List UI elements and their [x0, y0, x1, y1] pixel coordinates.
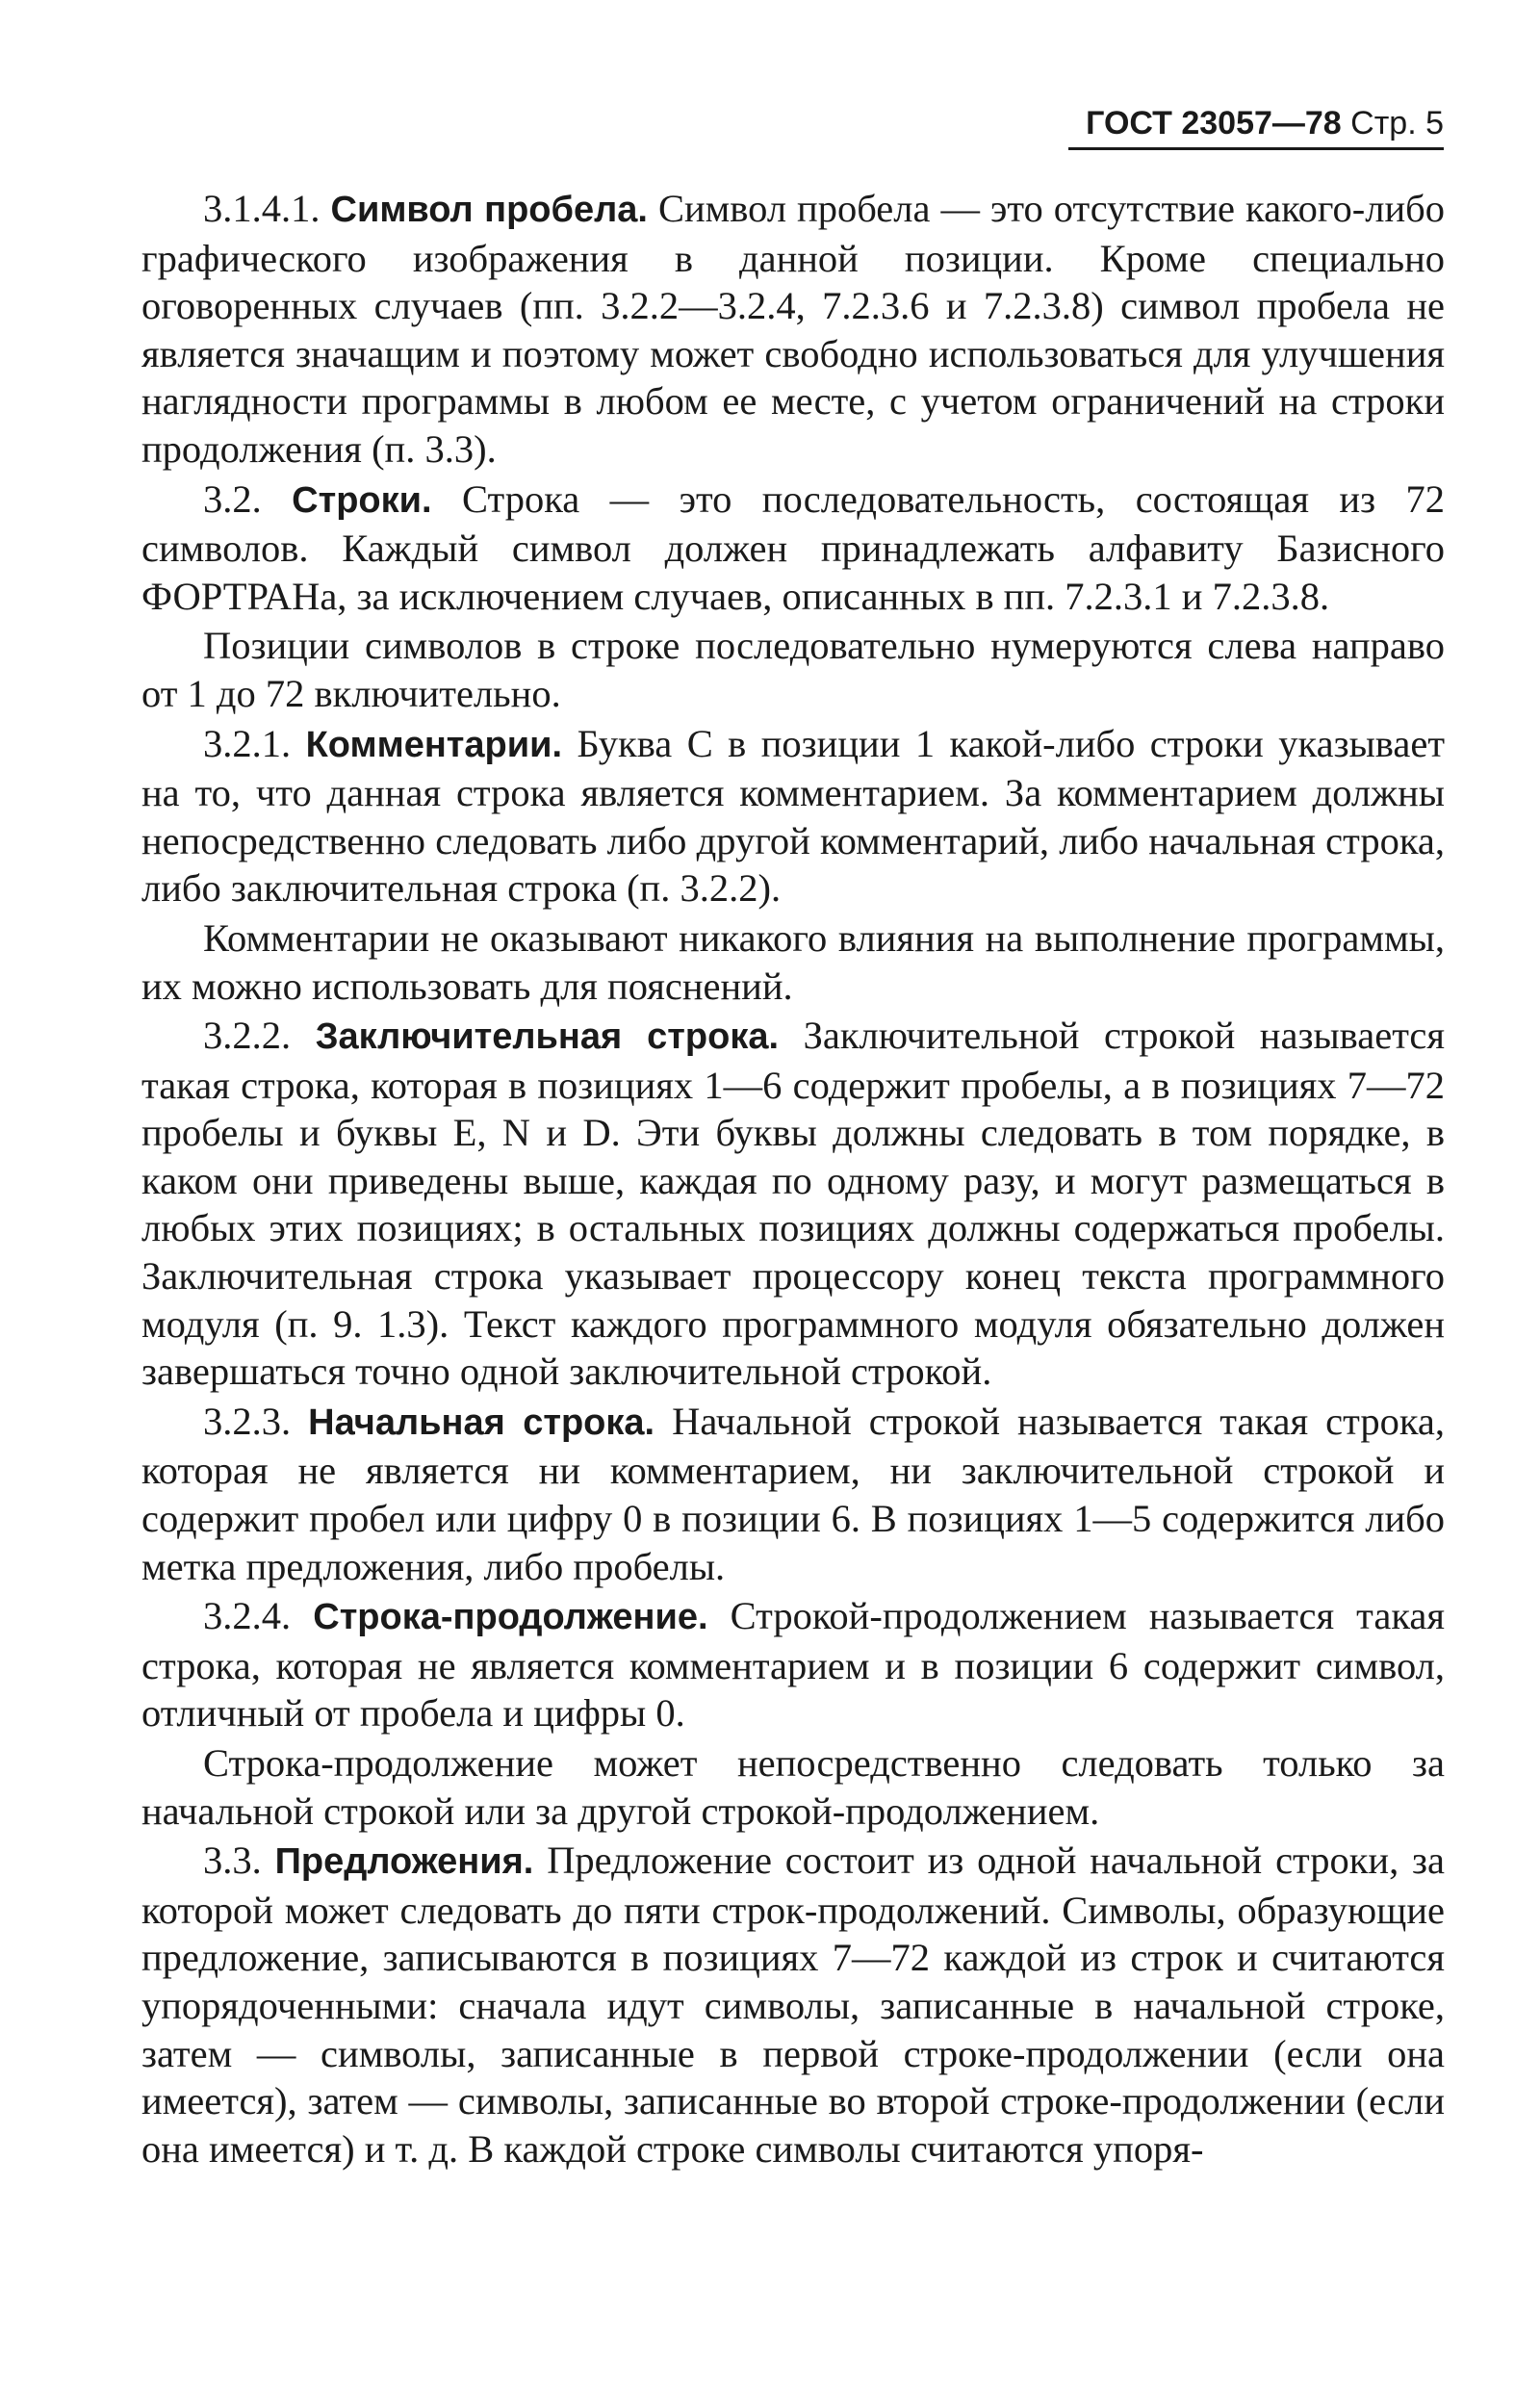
paragraph: [141, 720, 1445, 913]
section-number: 3.1.4.1.: [203, 187, 321, 230]
paragraph-text: Символ пробела — это отсутствие какого-либо графического изображения в данной позиции. Кроме специально оговоренных случаев (пп. 3.2.2—3.2.4, 7.2.3.6 и 7.2.3.8) символ пробела не является значащим и поэтому может свободно использоваться для улучшения наглядности программы в любом ее месте, с учетом ограничений на строки продолжения (п. 3.3).: [141, 187, 1446, 471]
section-heading: Символ пробела.: [330, 190, 648, 230]
paragraph-text: Буква С в позиции 1 какой-либо строки указывает на то, что данная строка является комментарием. За комментарием должны непосредственно следовать либо другой комментарий, либо начальная строка, либо заключительная строка (п. 3.2.2).: [141, 721, 1446, 911]
section-number: 3.2.3.: [203, 1399, 292, 1443]
paragraph: [141, 476, 1445, 621]
header-rule: [1068, 147, 1444, 150]
paragraph: [141, 1739, 1445, 1835]
section-heading: Строка-продолжение.: [313, 1597, 708, 1638]
section-heading: Комментарии.: [305, 724, 563, 765]
section-heading: Начальная строка.: [308, 1402, 655, 1443]
paragraph: [141, 914, 1445, 1010]
section-number: 3.3.: [203, 1839, 262, 1883]
section-heading: Заключительная строка.: [315, 1016, 780, 1058]
section-heading: Строки.: [292, 479, 432, 521]
paragraph: [141, 185, 1445, 474]
section-number: 3.2.4.: [203, 1594, 292, 1638]
section-number: 3.2.1.: [203, 721, 292, 765]
section-number: 3.2.2.: [203, 1014, 292, 1058]
paragraph: [141, 1837, 1445, 2173]
paragraph: [141, 1398, 1445, 1590]
section-number: 3.2.: [203, 476, 262, 521]
section-heading: Предложения.: [274, 1841, 534, 1883]
body-text: [141, 185, 1445, 2174]
header-page-number: Стр. 5: [1350, 105, 1444, 141]
paragraph-text: Строкой-продолжением называется такая строка, которая не является комментарием и в позиции 6 содержит символ, отличный от пробела и цифры 0.: [141, 1594, 1446, 1736]
paragraph-text: Строка-продолжение может непосредственно следовать только за начальной строкой или за другой строкой-продолжением.: [141, 1741, 1445, 1833]
header-title: ГОСТ 23057—78: [1086, 105, 1342, 141]
paragraph: [141, 622, 1445, 717]
paragraph: [141, 1592, 1445, 1737]
running-header: [1059, 104, 1444, 142]
paragraph-text: Предложение состоит из одной начальной строки, за которой может следовать до пяти строк-продолжений. Символы, образующие предложение, записываются в позициях 7—72 каждой из строк и считаются упорядоченными: сначала идут символы, записанные в начальной строке, затем — символы, записанные в первой строке-продолжении (если она имеется), затем — символы, записанные во второй строке-продолжении (если она имеется) и т. д. В каждой строке символы считаются упоря-: [141, 1839, 1446, 2171]
paragraph-text: Заключительной строкой называется такая строка, которая в позициях 1—6 содержит пробелы, а в позициях 7—72 пробелы и буквы Е, N и D. Эти буквы должны следовать в том порядке, в каком они приведены выше, каждая по одному разу, и могут размещаться в любых этих позициях; в остальных позициях должны содержаться пробелы. Заключительная строка указывает процессору конец текста программного модуля (п. 9. 1.3). Текст каждого программного модуля обязательно должен завершаться точно одной заключительной строкой.: [141, 1014, 1445, 1394]
paragraph-text: Позиции символов в строке последовательно нумеруются слева направо от 1 до 72 включительно.: [141, 624, 1445, 715]
paragraph-text: Начальной строкой называется такая строка, которая не является ни комментарием, ни заключительной строкой и содержит пробел или цифру 0 в позиции 6. В позициях 1—5 содержится либо метка предложения, либо пробелы.: [141, 1399, 1445, 1588]
paragraph-text: Строка — это последовательность, состоящая из 72 символов. Каждый символ должен принадлежать алфавиту Базисного ФОРТРАНа, за исключением случаев, описанных в пп. 7.2.3.1 и 7.2.3.8.: [141, 476, 1445, 618]
paragraph: [141, 1012, 1445, 1396]
paragraph-text: Комментарии не оказывают никакого влияния на выполнение программы, их можно использовать для пояснений.: [141, 915, 1445, 1008]
